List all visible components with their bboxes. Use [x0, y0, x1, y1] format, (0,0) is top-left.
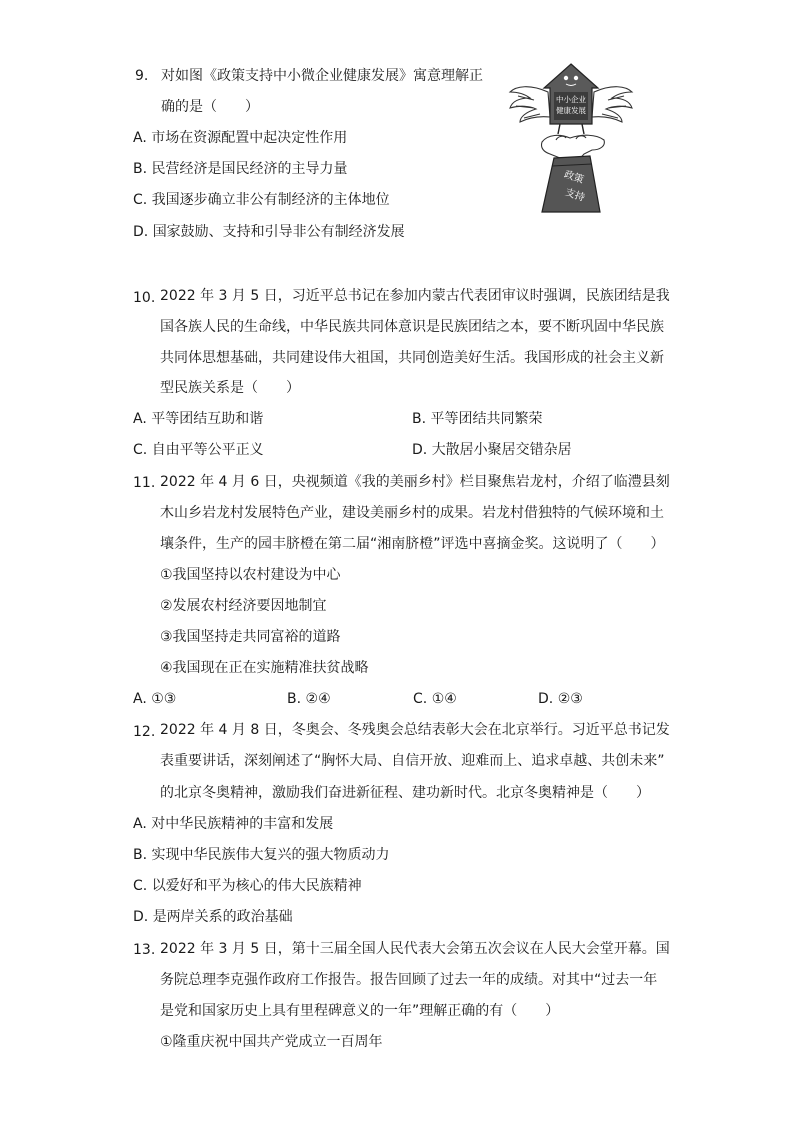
question-9-stem-line-2: 确的是（ ）: [161, 99, 259, 115]
question-11-stem-line-2: 木山乡岩龙村发展特色产业，建设美丽乡村的成果。岩龙村借独特的气候环境和土: [160, 505, 664, 521]
question-9-number: 9.: [135, 68, 149, 84]
question-13-number: 13.: [133, 942, 156, 958]
question-9-option-b: B. 民营经济是国民经济的主导力量: [133, 161, 348, 177]
question-11-statement-2: ②发展农村经济要因地制宜: [160, 598, 327, 614]
question-11-option-b: B. ②④: [287, 691, 331, 707]
question-10-stem-line-1: 2022 年 3 月 5 日，习近平总书记在参加内蒙古代表团审议时强调，民族团结是我: [160, 288, 670, 304]
question-12-stem-line-1: 2022 年 4 月 8 日，冬奥会、冬残奥会总结表彰大会在北京举行。习近平总书记发: [160, 722, 670, 738]
question-10-number: 10.: [133, 290, 156, 306]
question-10-stem-line-3: 共同体思想基础，共同建设伟大祖国，共同创造美好生活。我国形成的社会主义新: [160, 350, 664, 366]
sleeve-icon: [542, 156, 600, 212]
question-10-option-b: B. 平等团结共同繁荣: [412, 411, 543, 427]
question-13-stem-line-3: 是党和国家历史上具有里程碑意义的一年”理解正确的有（ ）: [160, 1003, 560, 1019]
house-text-line-2: 健康发展: [556, 106, 586, 115]
question-11-stem-line-3: 壤条件，生产的园丰脐橙在第二届“湘南脐橙”评选中喜摘金奖。这说明了（ ）: [160, 536, 665, 552]
right-wing-icon: [592, 87, 632, 122]
house-text-line-1: 中小企业: [556, 95, 586, 104]
question-9-option-d: D. 国家鼓励、支持和引导非公有制经济发展: [133, 224, 405, 240]
policy-support-cartoon: [508, 62, 634, 214]
question-12-option-b: B. 实现中华民族伟大复兴的强大物质动力: [133, 847, 390, 863]
question-10-stem-line-2: 国各族人民的生命线，中华民族共同体意识是民族团结之本，要不断巩固中华民族: [160, 319, 664, 335]
question-11-number: 11.: [133, 475, 156, 491]
question-11-option-c: C. ①④: [413, 691, 457, 707]
question-13-stem-line-1: 2022 年 3 月 5 日，第十三届全国人民代表大会第五次会议在人民大会堂开幕。国: [160, 941, 670, 957]
question-9-stem-line-1: 对如图《政策支持中小微企业健康发展》寓意理解正: [161, 68, 483, 84]
question-13-statement-1: ①隆重庆祝中国共产党成立一百周年: [160, 1034, 383, 1050]
question-11-option-a: A. ①③: [133, 691, 177, 707]
question-10-option-d: D. 大散居小聚居交错杂居: [412, 442, 572, 458]
question-11-option-d: D. ②③: [538, 691, 583, 707]
question-12-stem-line-2: 表重要讲话，深刻阐述了“胸怀大局、自信开放、迎难而上、追求卓越、共创未来”: [160, 753, 665, 769]
sleeve-text-line-1: 政策: [562, 169, 585, 186]
sleeve-text-line-2: 支持: [563, 187, 586, 204]
question-12-option-c: C. 以爱好和平为核心的伟大民族精神: [133, 878, 362, 894]
question-11-statement-3: ③我国坚持走共同富裕的道路: [160, 629, 341, 645]
question-10-option-a: A. 平等团结互助和谐: [133, 411, 264, 427]
question-10-option-c: C. 自由平等公平正义: [133, 442, 264, 458]
question-11-stem-line-1: 2022 年 4 月 6 日，央视频道《我的美丽乡村》栏目聚焦岩龙村，介绍了临澧县刻: [160, 474, 670, 490]
question-12-stem-line-3: 的北京冬奥精神，激励我们奋进新征程、建功新时代。北京冬奥精神是（ ）: [160, 785, 650, 801]
question-12-option-a: A. 对中华民族精神的丰富和发展: [133, 816, 334, 832]
question-10-stem-line-4: 型民族关系是（ ）: [160, 380, 300, 396]
question-12-option-d: D. 是两岸关系的政治基础: [133, 909, 293, 925]
question-9-option-a: A. 市场在资源配置中起决定性作用: [133, 130, 348, 146]
question-13-stem-line-2: 务院总理李克强作政府工作报告。报告回顾了过去一年的成绩。对其中“过去一年: [160, 972, 658, 988]
house-icon: [544, 64, 598, 134]
left-wing-icon: [510, 87, 550, 122]
question-12-number: 12.: [133, 724, 156, 740]
question-11-statement-1: ①我国坚持以农村建设为中心: [160, 567, 341, 583]
question-11-statement-4: ④我国现在正在实施精准扶贫战略: [160, 660, 369, 676]
question-9-option-c: C. 我国逐步确立非公有制经济的主体地位: [133, 192, 390, 208]
